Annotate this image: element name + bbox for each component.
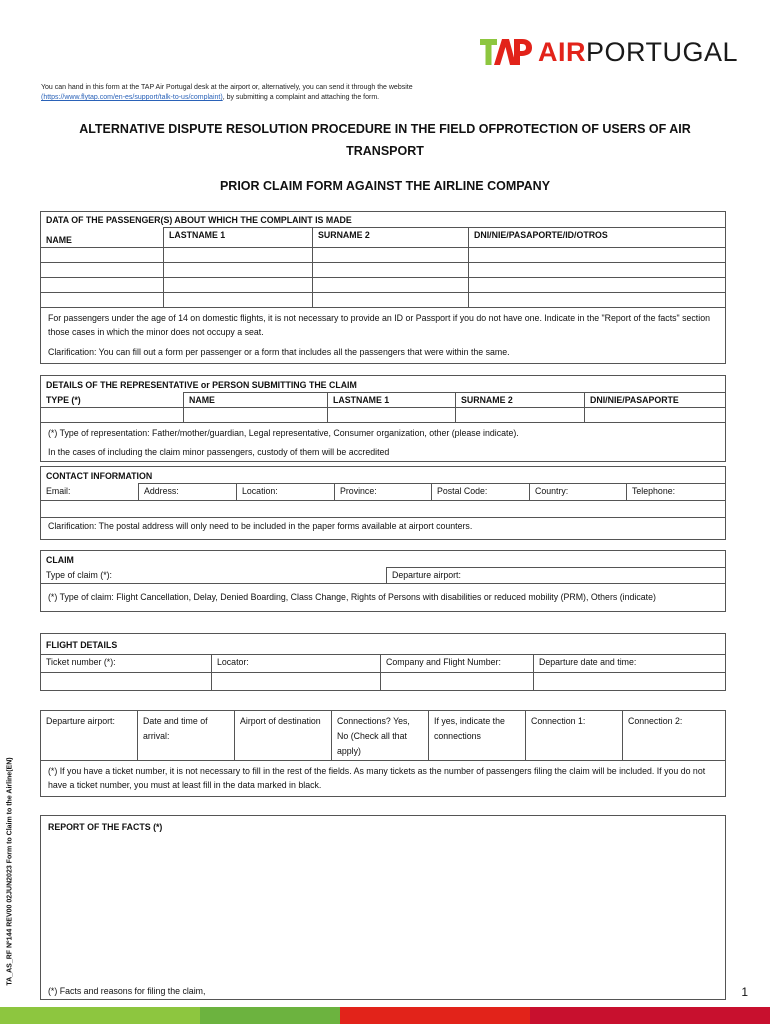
- col-rep-lastname1: LASTNAME 1: [328, 393, 456, 408]
- report-heading: REPORT OF THE FACTS (*): [48, 822, 163, 832]
- location-field[interactable]: Location:: [237, 484, 335, 501]
- rep-name-field[interactable]: [184, 408, 328, 423]
- minor-note: For passengers under the age of 14 on domestic flights, it is not necessary to provide an ID or Passport if you do not have one. Indicate in the "Report of the facts" section those cases in which the minor does not occupy a seat.: [48, 312, 710, 337]
- route-departure-airport[interactable]: Departure airport:: [41, 711, 138, 761]
- report-box[interactable]: [40, 815, 726, 1000]
- col-lastname1: LASTNAME 1: [164, 228, 313, 248]
- representation-type-note: (*) Type of representation: Father/mother/guardian, Legal representative, Consumer organization, other (please indicate).: [48, 428, 519, 438]
- route-connection-list[interactable]: If yes, indicate the connections: [429, 711, 526, 761]
- claim-type-field[interactable]: Type of claim (*):: [41, 568, 387, 584]
- ticket-number-field[interactable]: [41, 673, 212, 691]
- page-number: 1: [741, 985, 748, 999]
- departure-date-field[interactable]: [534, 673, 726, 691]
- form-subtitle: PRIOR CLAIM FORM AGAINST THE AIRLINE COMPANY: [219, 179, 551, 193]
- telephone-field[interactable]: Telephone:: [627, 484, 726, 501]
- passengers-heading: DATA OF THE PASSENGER(S) ABOUT WHICH THE COMPLAINT IS MADE: [41, 212, 726, 228]
- claim-heading: CLAIM: [41, 551, 726, 568]
- type-field[interactable]: [41, 408, 184, 423]
- passenger-row: [41, 262, 726, 277]
- col-id: DNI/NIE/PASAPORTE/ID/OTROS: [469, 228, 726, 248]
- company-flight-field[interactable]: [381, 673, 534, 691]
- contact-blank-row: [41, 501, 726, 518]
- surname2-field[interactable]: [313, 262, 469, 277]
- id-field[interactable]: [469, 247, 726, 262]
- surname2-field[interactable]: [313, 277, 469, 292]
- representative-row: [41, 408, 726, 423]
- name-field[interactable]: [41, 262, 164, 277]
- intro-line-end: , by submitting a complaint and attaching the form.: [222, 94, 380, 101]
- footer-color-bar: [0, 1007, 770, 1024]
- document-title: [40, 118, 730, 162]
- col-rep-surname2: SURNAME 2: [456, 393, 585, 408]
- lastname1-field[interactable]: [164, 277, 313, 292]
- passenger-row: [41, 247, 726, 262]
- surname2-field[interactable]: [313, 292, 469, 307]
- lastname1-field[interactable]: [164, 247, 313, 262]
- col-type: TYPE (*): [41, 393, 184, 408]
- representative-table: [40, 375, 726, 462]
- route-connections[interactable]: Connections? Yes, No (Check all that apply): [332, 711, 429, 761]
- address-field[interactable]: Address:: [139, 484, 237, 501]
- route-connection-2[interactable]: Connection 2:: [623, 711, 726, 761]
- intro-text: [41, 83, 601, 103]
- claim-table: [40, 550, 726, 612]
- lastname1-field[interactable]: [164, 292, 313, 307]
- custody-note: In the cases of including the claim minor passengers, custody of them will be accredited: [48, 447, 390, 457]
- passenger-row: [41, 277, 726, 292]
- title-line-1: ALTERNATIVE DISPUTE RESOLUTION PROCEDURE IN THE FIELD OFPROTECTION OF USERS OF AIR: [79, 122, 691, 136]
- name-field[interactable]: [41, 247, 164, 262]
- route-arrival-time[interactable]: Date and time of arrival:: [138, 711, 235, 761]
- postal-code-field[interactable]: Postal Code:: [432, 484, 530, 501]
- col-surname2: SURNAME 2: [313, 228, 469, 248]
- id-field[interactable]: [469, 292, 726, 307]
- passengers-table: [40, 211, 726, 364]
- passenger-row: [41, 292, 726, 307]
- route-destination[interactable]: Airport of destination: [235, 711, 332, 761]
- bar-red: [340, 1007, 530, 1024]
- locator-label: Locator:: [212, 655, 381, 673]
- country-field[interactable]: Country:: [530, 484, 627, 501]
- route-connection-1[interactable]: Connection 1:: [526, 711, 623, 761]
- id-field[interactable]: [469, 262, 726, 277]
- bar-green-dark: [200, 1007, 340, 1024]
- bar-green: [0, 1007, 200, 1024]
- tap-air-portugal-logo: [480, 36, 738, 68]
- logo-wordmark: AIRPORTUGAL: [538, 36, 739, 67]
- intro-line: You can hand in this form at the TAP Air Portugal desk at the airport or, alternatively, you can send it through the website: [41, 84, 413, 91]
- rep-surname2-field[interactable]: [456, 408, 585, 423]
- id-field[interactable]: [469, 277, 726, 292]
- bar-red-dark: [530, 1007, 770, 1024]
- name-field[interactable]: [41, 277, 164, 292]
- contact-table: [40, 466, 726, 540]
- tap-logo-icon: [480, 37, 532, 67]
- representative-notes: [41, 423, 726, 462]
- form-reference: TA_AS_RF Nº144 REV00 02JUN2023 Form to Claim to the Airline(EN): [6, 757, 14, 986]
- passengers-notes: [41, 307, 726, 363]
- flight-route-table: [40, 710, 726, 797]
- flight-input-row: [41, 673, 726, 691]
- locator-field[interactable]: [212, 673, 381, 691]
- ticket-number-label: Ticket number (*):: [41, 655, 212, 673]
- col-rep-id: DNI/NIE/PASAPORTE: [585, 393, 726, 408]
- claim-departure-airport-field[interactable]: Departure airport:: [387, 568, 726, 584]
- clarification-note: Clarification: You can fill out a form per passenger or a form that includes all the passengers that were within the same.: [48, 346, 510, 357]
- title-line-2: TRANSPORT: [346, 144, 424, 158]
- email-field[interactable]: Email:: [41, 484, 139, 501]
- province-field[interactable]: Province:: [335, 484, 432, 501]
- departure-date-label: Departure date and time:: [534, 655, 726, 673]
- rep-id-field[interactable]: [585, 408, 726, 423]
- flight-table: [40, 633, 726, 691]
- col-name: NAME: [41, 228, 164, 248]
- name-field[interactable]: [41, 292, 164, 307]
- col-rep-name: NAME: [184, 393, 328, 408]
- rep-lastname1-field[interactable]: [328, 408, 456, 423]
- lastname1-field[interactable]: [164, 262, 313, 277]
- ticket-note: (*) If you have a ticket number, it is not necessary to fill in the rest of the fields. As many tickets as the number of passengers filing the claim will be included. If you do not have a ticket number, you must at least fill in the data marked in black.: [41, 761, 726, 797]
- complaint-link[interactable]: (https://www.flytap.com/en-es/support/talk-to-us/complaint): [41, 94, 223, 101]
- company-flight-label: Company and Flight Number:: [381, 655, 534, 673]
- contact-heading: CONTACT INFORMATION: [41, 467, 726, 484]
- claim-type-note: (*) Type of claim: Flight Cancellation, Delay, Denied Boarding, Class Change, Rights of Persons with disabilities or reduced mobility (PRM), Others (indicate): [41, 584, 726, 612]
- flight-heading: FLIGHT DETAILS: [41, 634, 726, 655]
- representative-heading: DETAILS OF THE REPRESENTATIVE or PERSON SUBMITTING THE CLAIM: [41, 376, 726, 393]
- surname2-field[interactable]: [313, 247, 469, 262]
- report-note: (*) Facts and reasons for filing the claim,: [48, 986, 206, 996]
- postal-clarification: Clarification: The postal address will only need to be included in the paper forms available at airport counters.: [41, 518, 726, 540]
